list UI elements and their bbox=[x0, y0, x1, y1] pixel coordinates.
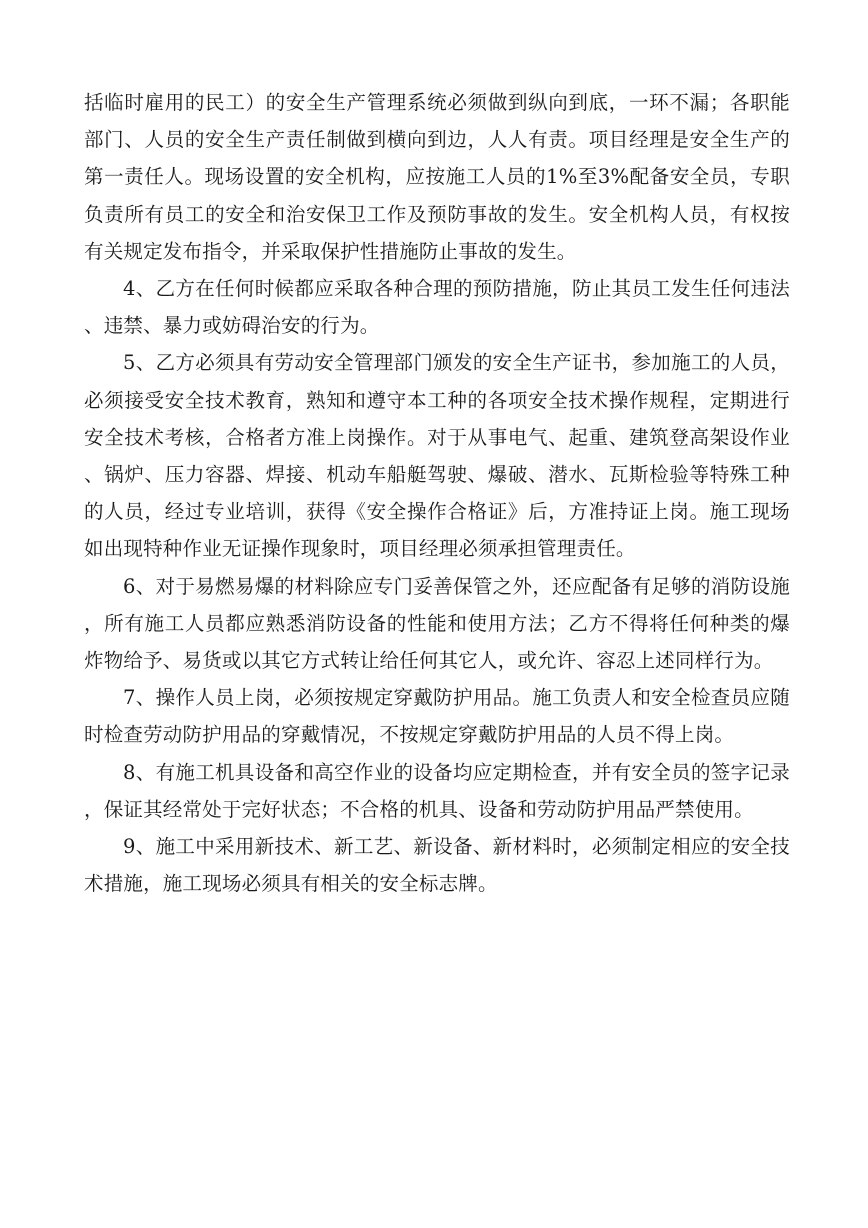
paragraph-item-6: 6、对于易燃易爆的材料除应专门妥善保管之外，还应配备有足够的消防设施，所有施工人员都应熟悉消防设备的性能和使用方法；乙方不得将任何种类的爆炸物给予、易货或以其它方式转让给任何其它人，或允许、容忍上述同样行为。 bbox=[84, 574, 790, 673]
paragraph-item-5: 5、乙方必须具有劳动安全管理部门颁发的安全生产证书，参加施工的人员，必须接受安全技术教育，熟知和遵守本工种的各项安全技术操作规程，定期进行安全技术考核，合格者方准上岗操作。对于从事电气、起重、建筑登高架设作业、锅炉、压力容器、焊接、机动车船艇驾驶、爆破、潜水、瓦斯检验等特殊工种的人员，经过专业培训，获得《安全操作合格证》后，方准持证上岗。施工现场如出现特种作业无证操作现象时，项目经理必须承担管理责任。 bbox=[84, 351, 790, 561]
paragraph-item-8: 8、有施工机具设备和高空作业的设备均应定期检查，并有安全员的签字记录，保证其经常处于完好状态；不合格的机具、设备和劳动防护用品严禁使用。 bbox=[84, 760, 790, 821]
paragraph-item-4: 4、乙方在任何时候都应采取各种合理的预防措施，防止其员工发生任何违法、违禁、暴力或妨碍治安的行为。 bbox=[84, 277, 790, 338]
paragraph-item-7: 7、操作人员上岗，必须按规定穿戴防护用品。施工负责人和安全检查员应随时检查劳动防护用品的穿戴情况，不按规定穿戴防护用品的人员不得上岗。 bbox=[84, 686, 790, 747]
document-body bbox=[84, 84, 790, 902]
paragraph-item-9: 9、施工中采用新技术、新工艺、新设备、新材料时，必须制定相应的安全技术措施，施工现场必须具有相关的安全标志牌。 bbox=[84, 835, 790, 896]
paragraph-continuation: 括临时雇用的民工）的安全生产管理系统必须做到纵向到底，一环不漏；各职能部门、人员的安全生产责任制做到横向到边，人人有责。项目经理是安全生产的第一责任人。现场设置的安全机构，应按施工人员的1%至3%配备安全员，专职负责所有员工的安全和治安保卫工作及预防事故的发生。安全机构人员，有权按有关规定发布指令，并采取保护性措施防止事故的发生。 bbox=[84, 91, 790, 263]
